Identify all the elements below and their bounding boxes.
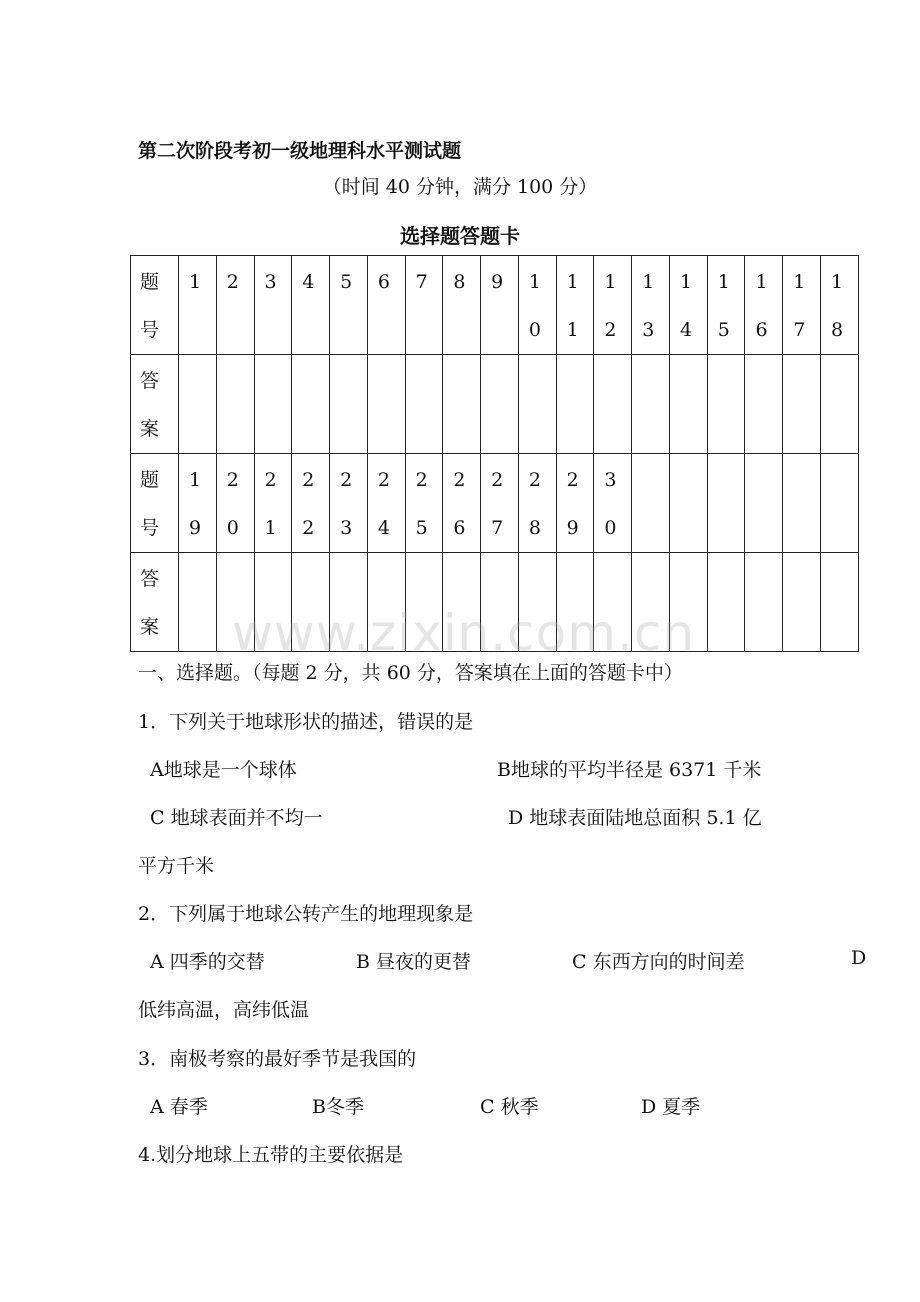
question-number-cell: 21 [254, 454, 292, 553]
question-1-option-a: A地球是一个球体 [150, 759, 297, 781]
question-number-cell: 23 [330, 454, 368, 553]
question-number-cell: 28 [518, 454, 556, 553]
answer-cell[interactable] [405, 355, 443, 454]
answer-card-title: 选择题答题卡 [400, 224, 520, 248]
answer-cell[interactable] [594, 355, 632, 454]
question-number-cell: 24 [367, 454, 405, 553]
question-number-row-1 [131, 256, 859, 355]
question-number-cell: 25 [405, 454, 443, 553]
row-label: 答案 [131, 553, 179, 652]
question-1-stem: 1．下列关于地球形状的描述，错误的是 [138, 711, 474, 733]
question-number-cell: 8 [443, 256, 481, 355]
question-number-cell: 7 [405, 256, 443, 355]
answer-cell[interactable] [292, 355, 330, 454]
row-label: 题号 [131, 454, 179, 553]
question-number-cell: 3 [254, 256, 292, 355]
question-number-cell: 11 [556, 256, 594, 355]
answer-cell[interactable] [669, 355, 707, 454]
question-number-cell: 12 [594, 256, 632, 355]
question-number-cell: 27 [481, 454, 519, 553]
answer-row-1 [131, 355, 859, 454]
answer-card-table [130, 255, 859, 652]
question-number-cell: 10 [518, 256, 556, 355]
question-1-option-c: C 地球表面并不均一 [150, 807, 323, 829]
answer-cell[interactable] [556, 355, 594, 454]
question-number-cell: 13 [632, 256, 670, 355]
question-2-option-a: A 四季的交替 [150, 951, 265, 973]
answer-cell[interactable] [179, 553, 217, 652]
question-number-cell: 19 [179, 454, 217, 553]
question-3-option-b: B冬季 [312, 1096, 364, 1118]
question-number-cell: 1 [179, 256, 217, 355]
empty-cell [745, 553, 783, 652]
question-1-option-d: D 地球表面陆地总面积 5.1 亿 [508, 807, 762, 829]
empty-cell [821, 553, 859, 652]
question-number-cell: 16 [745, 256, 783, 355]
answer-cell[interactable] [330, 355, 368, 454]
question-number-cell: 30 [594, 454, 632, 553]
empty-cell [745, 454, 783, 553]
exam-title: 第二次阶段考初一级地理科水平测试题 [138, 140, 462, 162]
question-number-cell: 5 [330, 256, 368, 355]
question-number-cell: 4 [292, 256, 330, 355]
empty-cell [669, 454, 707, 553]
question-2-stem: 2．下列属于地球公转产生的地理现象是 [138, 903, 474, 925]
empty-cell [821, 454, 859, 553]
question-3-option-d: D 夏季 [641, 1096, 701, 1118]
question-2-option-b: B 昼夜的更替 [356, 951, 472, 973]
empty-cell [783, 454, 821, 553]
answer-cell[interactable] [745, 355, 783, 454]
question-2-option-d-continued: 低纬高温，高纬低温 [138, 999, 310, 1021]
empty-cell [632, 454, 670, 553]
answer-cell[interactable] [481, 355, 519, 454]
question-number-cell: 17 [783, 256, 821, 355]
question-number-cell: 2 [216, 256, 254, 355]
question-2-option-d: D [851, 947, 867, 969]
question-number-cell: 29 [556, 454, 594, 553]
answer-cell[interactable] [443, 355, 481, 454]
question-number-row-2 [131, 454, 859, 553]
answer-cell[interactable] [254, 355, 292, 454]
question-number-cell: 15 [707, 256, 745, 355]
watermark: www.zixin.com.cn [232, 604, 696, 662]
question-1-option-b: B地球的平均半径是 6371 千米 [497, 759, 762, 781]
answer-cell[interactable] [632, 355, 670, 454]
row-label: 答案 [131, 355, 179, 454]
section-heading: 一、选择题。（每题 2 分，共 60 分，答案填在上面的答题卡中） [138, 662, 683, 684]
empty-cell [707, 553, 745, 652]
question-number-cell: 22 [292, 454, 330, 553]
answer-cell[interactable] [179, 355, 217, 454]
row-label: 题号 [131, 256, 179, 355]
exam-subtitle: （时间 40 分钟，满分 100 分） [322, 176, 598, 198]
question-3-option-c: C 秋季 [480, 1096, 539, 1118]
question-3-stem: 3．南极考察的最好季节是我国的 [138, 1048, 417, 1070]
answer-cell[interactable] [707, 355, 745, 454]
question-number-cell: 14 [669, 256, 707, 355]
question-number-cell: 6 [367, 256, 405, 355]
answer-cell[interactable] [518, 355, 556, 454]
answer-cell[interactable] [821, 355, 859, 454]
answer-cell[interactable] [216, 355, 254, 454]
question-1-option-d-continued: 平方千米 [138, 855, 215, 877]
empty-cell [707, 454, 745, 553]
question-number-cell: 9 [481, 256, 519, 355]
answer-cell[interactable] [783, 355, 821, 454]
question-number-cell: 18 [821, 256, 859, 355]
question-4-stem: 4.划分地球上五带的主要依据是 [138, 1144, 404, 1166]
question-3-option-a: A 春季 [150, 1096, 208, 1118]
question-number-cell: 26 [443, 454, 481, 553]
question-2-option-c: C 东西方向的时间差 [572, 951, 745, 973]
question-number-cell: 20 [216, 454, 254, 553]
answer-cell[interactable] [367, 355, 405, 454]
empty-cell [783, 553, 821, 652]
